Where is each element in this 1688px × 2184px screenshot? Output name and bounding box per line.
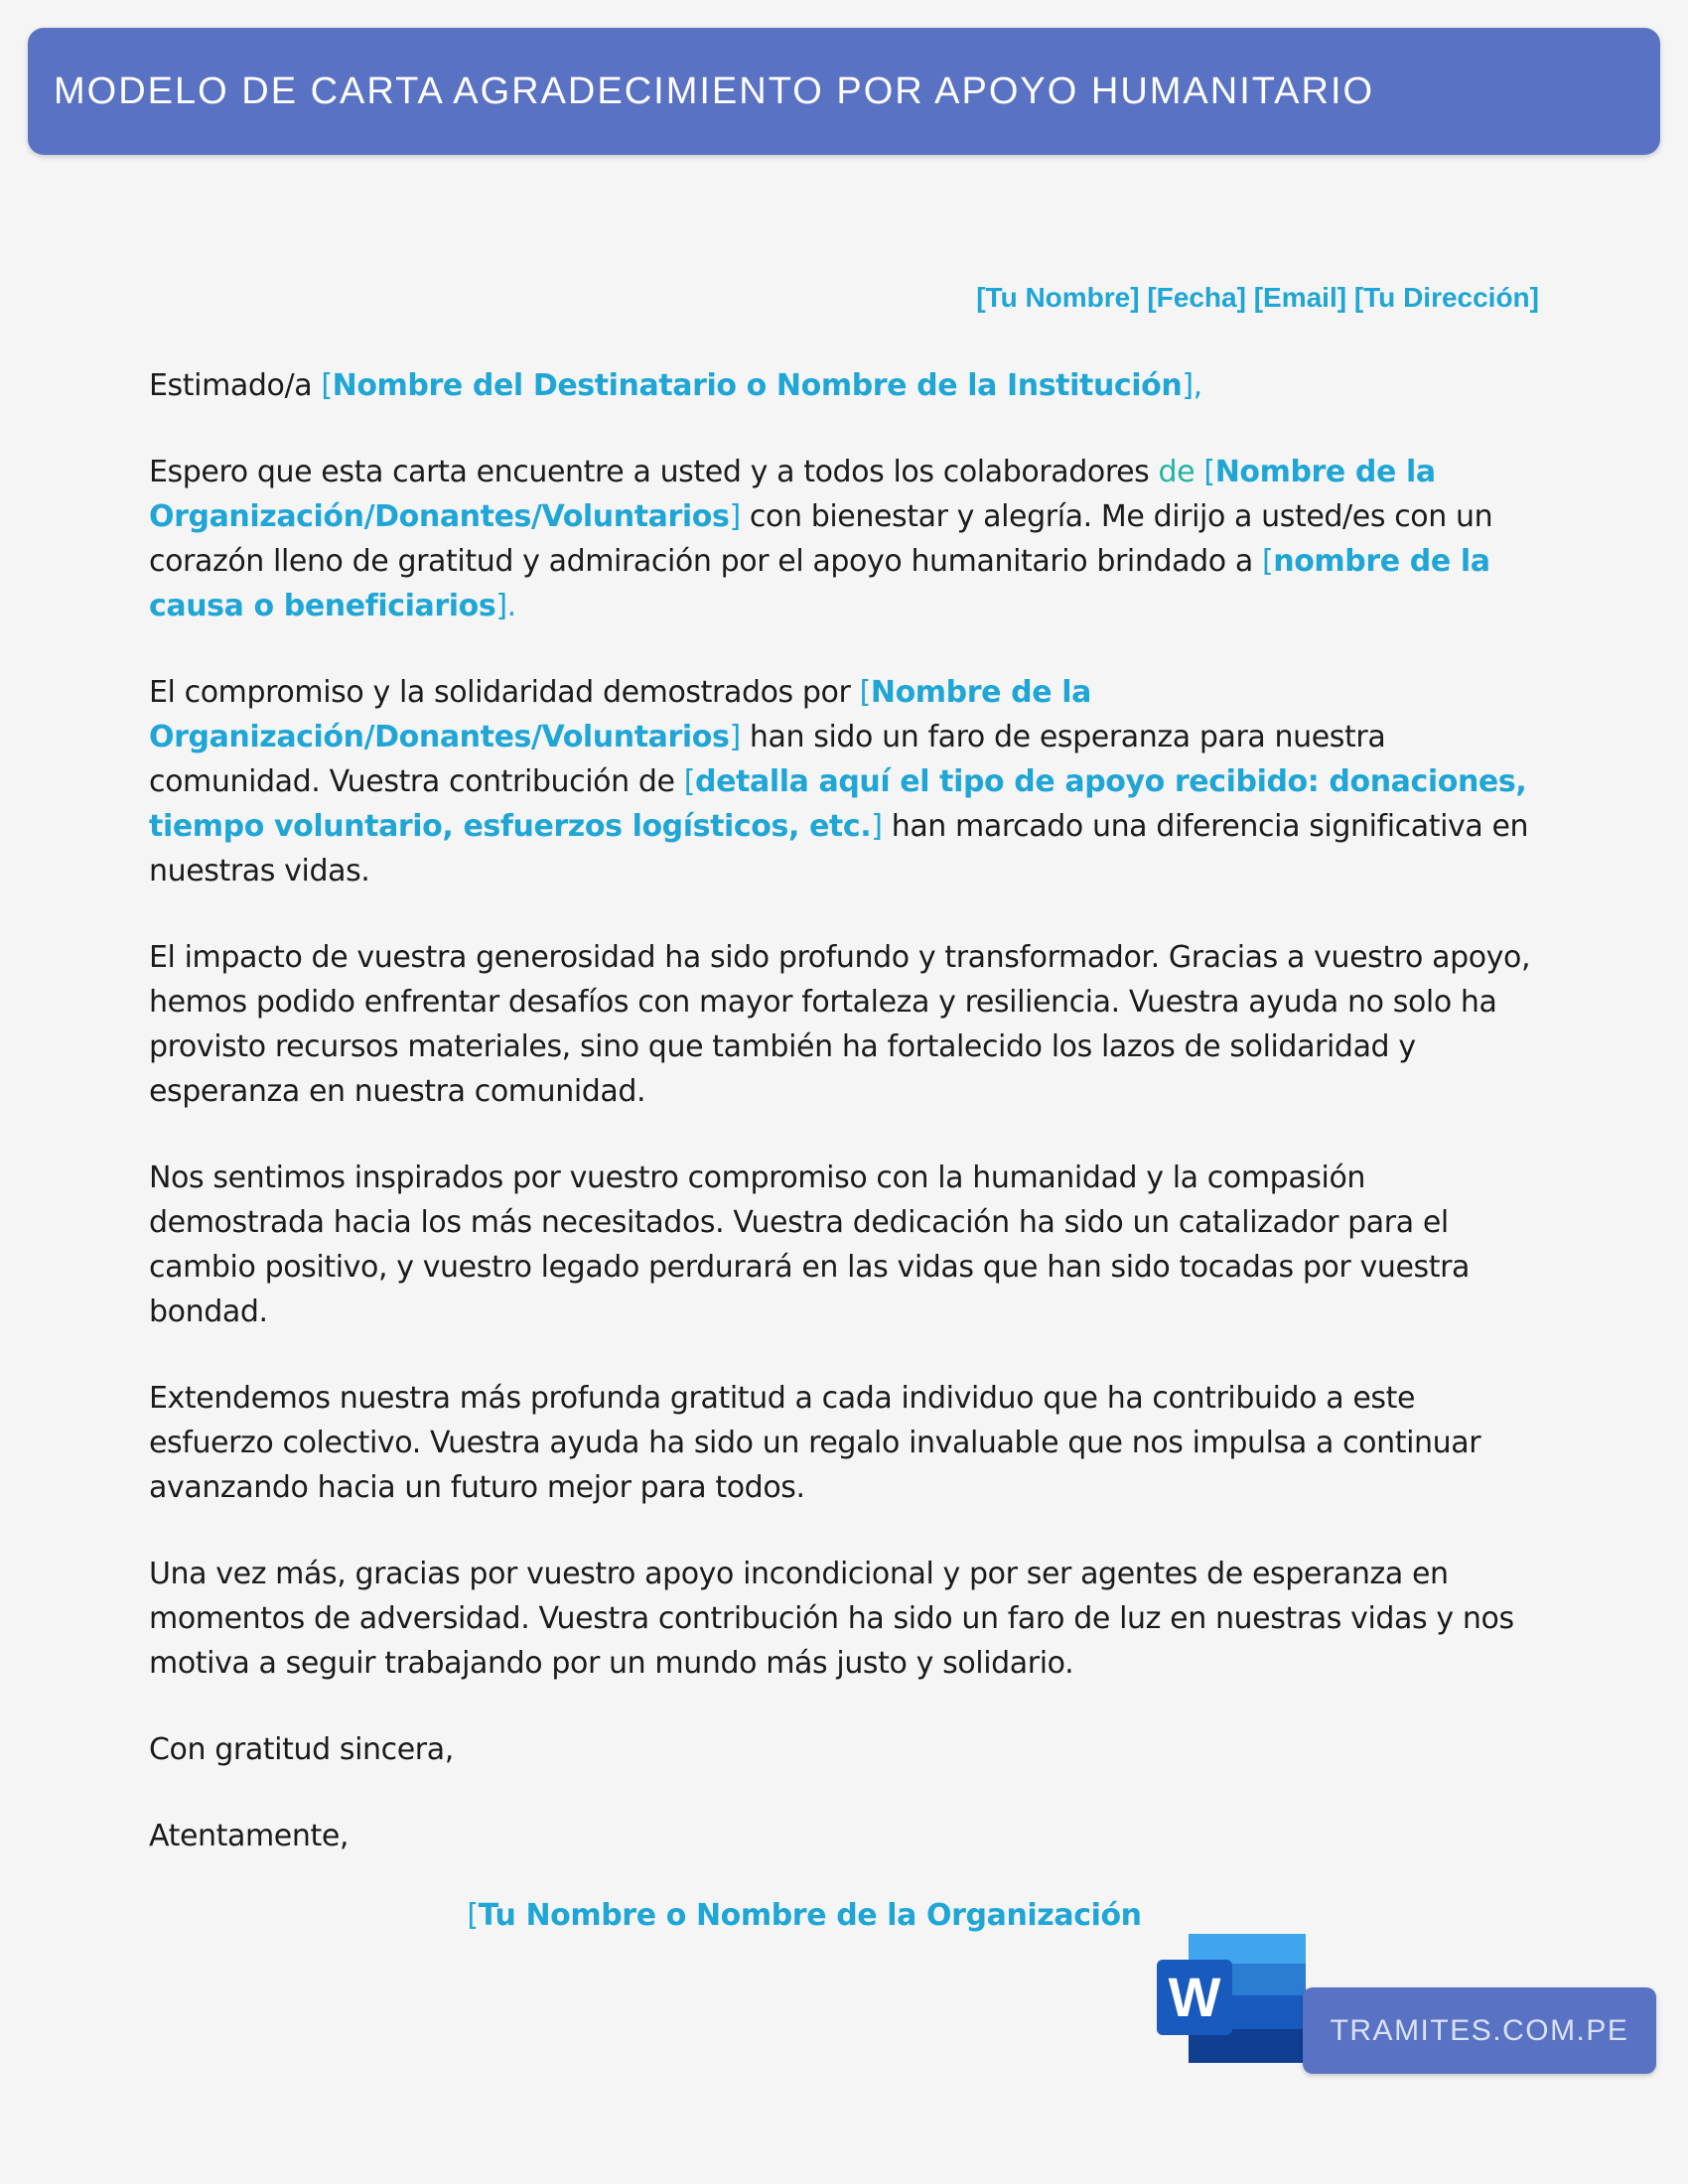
closing-gratitude: Con gratitud sincera, [149, 1732, 454, 1767]
website-badge [1303, 1987, 1656, 2074]
paragraph-3: El impacto de vuestra generosidad ha sido profundo y transformador. Gracias a vuestro apoyo, hemos podido enfrentar desafíos con mayor fortaleza y resiliencia. Vuestra ayuda no solo ha provisto recursos materiales, sino que también ha fortalecido los lazos de solidaridad y esperanza en nuestra comunidad. [149, 940, 1531, 1109]
cause-placeholder: nombre de la causa o beneficiarios [149, 544, 1490, 623]
microsoft-word-icon [1155, 1932, 1308, 2065]
title-banner [28, 28, 1660, 155]
paragraph-5: Extendemos nuestra más profunda gratitud a cada individuo que ha contribuido a este esfuerzo colectivo. Vuestra ayuda ha sido un regalo invaluable que nos impulsa a continuar avanzando hacia un futuro mejor para todos. [149, 1381, 1481, 1505]
recipient-placeholder: Nombre del Destinatario o Nombre de la Institución [332, 368, 1183, 403]
signature-placeholder: Tu Nombre o Nombre de la Organización [478, 1898, 1142, 1933]
paragraph-6: Una vez más, gracias por vuestro apoyo incondicional y por ser agentes de esperanza en momentos de adversidad. Vuestra contribución ha sido un faro de luz en nuestras vidas y nos motiva a seguir trabajando por un mundo más justo y solidario. [149, 1557, 1514, 1681]
letter-body [149, 363, 1539, 1900]
document-title: MODELO DE CARTA AGRADECIMIENTO POR APOYO HUMANITARIO [54, 69, 1375, 112]
paragraph-2: El compromiso y la solidaridad demostrados por [Nombre de la Organización/Donantes/Voluntarios] han sido un faro de esperanza para nuestra comunidad. Vuestra contribución de [detalla aquí el tipo de apoyo recibido: donaciones, tiempo voluntario, esfuerzos logísticos, etc.] han marcado una diferencia significativa en nuestras vidas. [149, 675, 1529, 888]
salutation: Estimado/a [Nombre del Destinatario o Nombre de la Institución], [149, 368, 1202, 403]
organization-placeholder: Nombre de la Organización/Donantes/Voluntarios [149, 455, 1436, 534]
paragraph-1: Espero que esta carta encuentre a usted y a todos los colaboradores de [Nombre de la Organización/Donantes/Voluntarios] con bienestar y alegría. Me dirijo a usted/es con un corazón lleno de gratitud y admiración por el apoyo humanitario brindado a [nombre de la causa o beneficiarios]. [149, 455, 1493, 623]
support-type-placeholder: detalla aquí el tipo de apoyo recibido: donaciones, tiempo voluntario, esfuerzos logísticos, etc. [149, 764, 1527, 844]
svg-text:W: W [1168, 1966, 1221, 2028]
paragraph-4: Nos sentimos inspirados por vuestro compromiso con la humanidad y la compasión demostrada hacia los más necesitados. Vuestra dedicación ha sido un catalizador para el cambio positivo, y vuestro legado perdurará en las vidas que han sido tocadas por vuestra bondad. [149, 1160, 1471, 1329]
website-name: TRAMITES.COM.PE [1330, 2013, 1629, 2047]
organization-placeholder: Nombre de la Organización/Donantes/Voluntarios [149, 675, 1091, 754]
signature-block: [Tu Nombre o Nombre de la Organización [467, 1898, 1142, 1933]
sender-info-placeholders: [Tu Nombre] [Fecha] [Email] [Tu Dirección] [976, 282, 1539, 313]
closing-sincerely: Atentamente, [149, 1819, 350, 1853]
